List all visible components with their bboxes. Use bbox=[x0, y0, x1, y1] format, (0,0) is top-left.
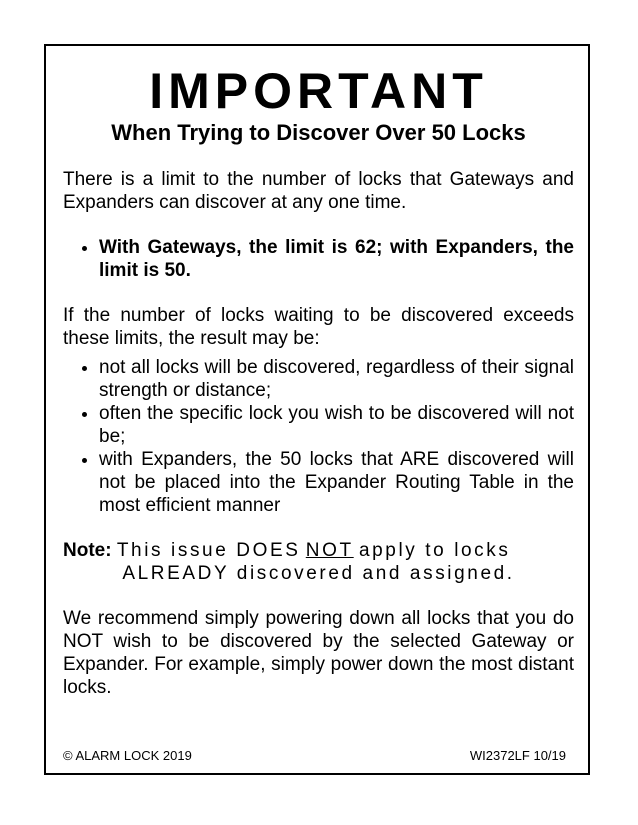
result-bullet-3: • with Expanders, the 50 locks that ARE discovered will not be placed into the Expander Routing Table in the most efficient manner bbox=[99, 448, 574, 517]
limit-bullet: • With Gateways, the limit is 62; with Expanders, the limit is 50. bbox=[99, 236, 574, 282]
recommendation-paragraph: We recommend simply powering down all locks that you do NOT wish to be discovered by the selected Gateway or Expander. For example, simply power down the most distant locks. bbox=[63, 608, 574, 698]
note-lead: Note: bbox=[63, 540, 112, 561]
footer bbox=[63, 748, 566, 763]
notice-frame bbox=[44, 44, 590, 775]
result-paragraph: If the number of locks waiting to be discovered exceeds these limits, the result may be: bbox=[63, 305, 574, 349]
intro-paragraph: There is a limit to the number of locks that Gateways and Expanders can discover at any one time. bbox=[63, 169, 574, 213]
notice-content bbox=[63, 46, 574, 699]
note-line bbox=[63, 539, 574, 562]
note-line-2: ALREADY discovered and assigned. bbox=[122, 563, 515, 584]
note-text-after: apply to locks bbox=[358, 540, 511, 561]
notice-title: IMPORTANT bbox=[149, 63, 488, 119]
footer-code: WI2372LF 10/19 bbox=[469, 748, 566, 763]
footer-copyright: © ALARM LOCK 2019 bbox=[63, 748, 192, 763]
result-bullet-2: • often the specific lock you wish to be discovered will not be; bbox=[99, 402, 574, 448]
result-bullet-1: • not all locks will be discovered, regardless of their signal strength or distance; bbox=[99, 356, 574, 402]
note-underlined: NOT bbox=[305, 540, 354, 561]
limit-list bbox=[63, 236, 574, 282]
notice-subtitle: When Trying to Discover Over 50 Locks bbox=[111, 120, 526, 145]
note-text-before: This issue DOES bbox=[116, 540, 301, 561]
result-list bbox=[63, 356, 574, 517]
